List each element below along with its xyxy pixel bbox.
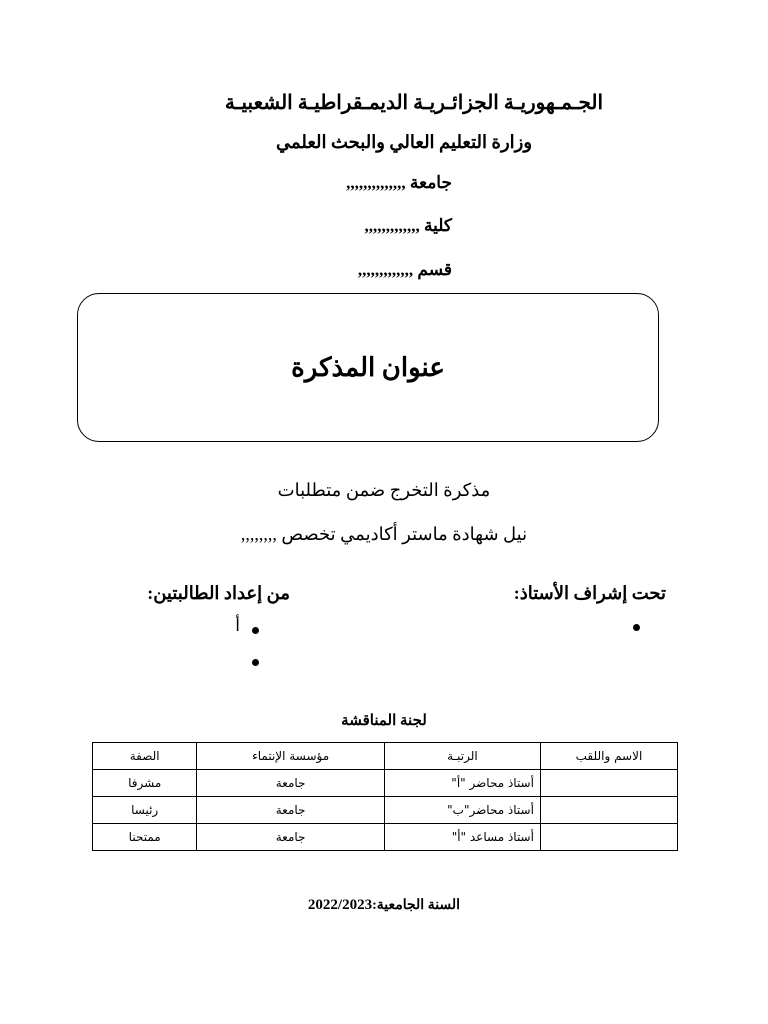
row-rank: أستاذ محاضر"ب" [384, 797, 540, 824]
row-institution: جامعة [197, 770, 385, 797]
header-institution: مؤسسة الإنتماء [197, 743, 385, 770]
student-bullet-2 [252, 659, 259, 666]
academic-year [0, 897, 768, 914]
supervisor-label: :تحت إشراف الأستاذ [513, 583, 666, 603]
department-line: قسم ,,,,,,,,,,,,, [357, 260, 452, 279]
supervisor-bullet [633, 624, 640, 631]
row-institution: جامعة [197, 824, 385, 851]
faculty-line: كلية ,,,,,,,,,,,,, [364, 216, 452, 235]
row-institution: جامعة [197, 797, 385, 824]
thesis-title-box [77, 293, 659, 442]
row-role: رئيسا [93, 797, 197, 824]
student-a-label: أ [235, 616, 240, 635]
row-name [540, 824, 677, 851]
row-role: ممتحنا [93, 824, 197, 851]
academic-year-value: 2022/2023 [307, 897, 373, 913]
header-name: الاسم واللقب [540, 743, 677, 770]
header-rank: الرتبـة [384, 743, 540, 770]
academic-year-label: السنة الجامعية: [372, 898, 461, 913]
row-name [540, 770, 677, 797]
university-line: جامعة ,,,,,,,,,,,,,, [346, 173, 452, 192]
table-row [93, 797, 678, 824]
students-label: :من إعداد الطالبتين [147, 583, 290, 603]
row-rank: أستاذ محاضر "أ" [384, 770, 540, 797]
subtitle-line-2: نيل شهادة ماستر أكاديمي تخصص ,,,,,,,, [240, 524, 528, 544]
committee-table [92, 742, 678, 851]
thesis-title: عنوان المذكرة [291, 352, 445, 382]
ministry-heading: وزارة التعليم العالي والبحث العلمي [275, 132, 533, 152]
committee-title: لجنة المناقشة [341, 713, 427, 729]
table-row [93, 824, 678, 851]
subtitle-line-1: مذكرة التخرج ضمن متطلبات [277, 480, 491, 500]
table-header-row [93, 743, 678, 770]
row-name [540, 797, 677, 824]
table-row [93, 770, 678, 797]
row-rank: أستاذ مساعد "أ" [384, 824, 540, 851]
republic-heading: الجـمـهوريـة الجزائـريـة الديمـقراطيـة الشعبيـة [224, 92, 604, 114]
row-role: مشرفا [93, 770, 197, 797]
header-role: الصفة [93, 743, 197, 770]
student-bullet-1 [252, 627, 259, 634]
